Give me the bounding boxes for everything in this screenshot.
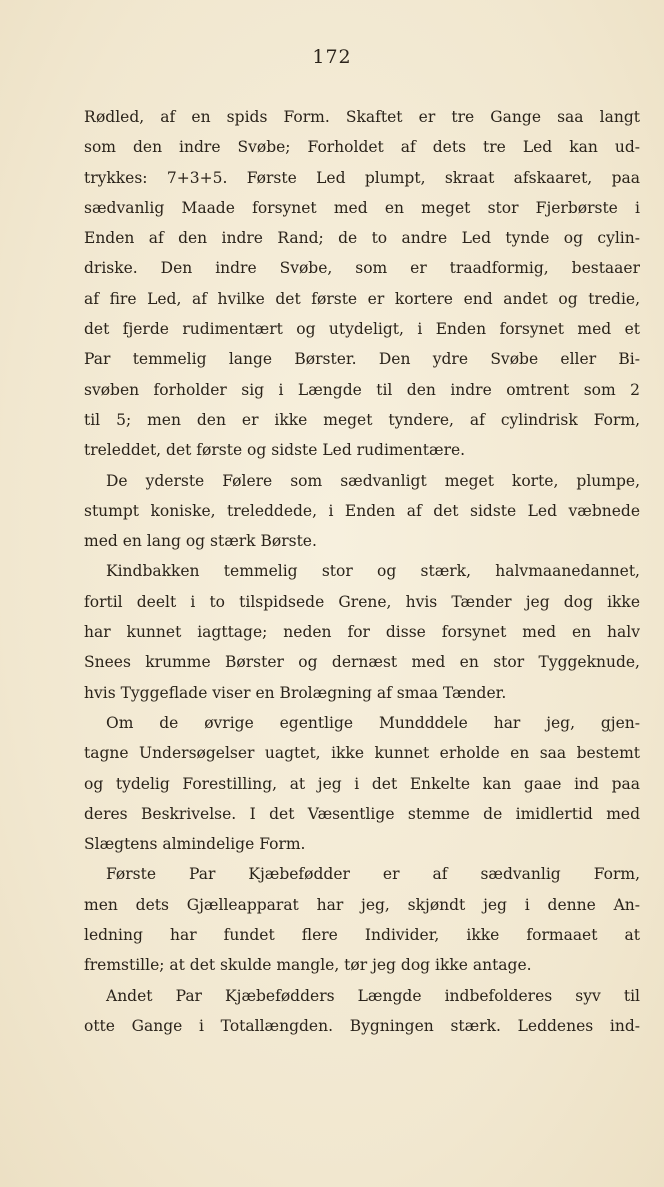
- body-text: [84, 102, 640, 1041]
- text-line: Enden af den indre Rand; de to andre Led tynde og cylin-: [84, 229, 640, 248]
- text-line: tagne Undersøgelser uagtet, ikke kunnet erholde en saa bestemt: [84, 744, 640, 763]
- text-line: Slægtens almindelige Form.: [84, 835, 306, 854]
- page-number: 172: [312, 46, 352, 68]
- text-line: sædvanlig Maade forsynet med en meget stor Fjerbørste i: [84, 198, 640, 217]
- text-line: til 5; men den er ikke meget tyndere, af cylindrisk Form,: [84, 410, 640, 429]
- text-line: stumpt koniske, treleddede, i Enden af det sidste Led væbnede: [84, 501, 640, 520]
- text-line: Kindbakken temmelig stor og stærk, halvmaanedannet,: [106, 562, 640, 581]
- text-line: ledning har fundet flere Individer, ikke formaaet at: [84, 926, 640, 945]
- text-line: treleddet, det første og sidste Led rudimentære.: [84, 441, 466, 460]
- text-line: fremstille; at det skulde mangle, tør jeg dog ikke antage.: [84, 956, 532, 975]
- text-line: svøben forholder sig i Længde til den indre omtrent som 2: [84, 380, 640, 399]
- text-line: og tydelig Forestilling, at jeg i det Enkelte kan gaae ind paa: [84, 774, 640, 793]
- text-line: fortil deelt i to tilspidsede Grene, hvis Tænder jeg dog ikke: [84, 592, 640, 611]
- text-line: driske. Den indre Svøbe, som er traadformig, bestaaer: [84, 259, 640, 278]
- text-line: Første Par Kjæbefødder er af sædvanlig Form,: [106, 865, 640, 884]
- text-line: Om de øvrige egentlige Mundddele har jeg, gjen-: [106, 713, 640, 732]
- text-line: De yderste Følere som sædvanligt meget korte, plumpe,: [106, 471, 640, 490]
- text-line: det fjerde rudimentært og utydeligt, i Enden forsynet med et: [84, 320, 640, 339]
- text-line: har kunnet iagttage; neden for disse forsynet med en halv: [84, 623, 640, 642]
- text-line: med en lang og stærk Børste.: [84, 532, 317, 551]
- text-line: otte Gange i Totallængden. Bygningen stærk. Leddenes ind-: [84, 1016, 640, 1035]
- text-line: hvis Tyggeflade viser en Brolægning af smaa Tænder.: [84, 683, 507, 702]
- text-line: trykkes: 7+3+5. Første Led plumpt, skraat afskaaret, paa: [84, 168, 640, 187]
- text-line: deres Beskrivelse. I det Væsentlige stemme de imidlertid med: [84, 804, 640, 823]
- text-line: af fire Led, af hvilke det første er kortere end andet og tredie,: [84, 289, 640, 308]
- text-line: Snees krumme Børster og dernæst med en stor Tyggeknude,: [84, 653, 640, 672]
- text-line: men dets Gjælleapparat har jeg, skjøndt jeg i denne An-: [84, 895, 640, 914]
- text-line: som den indre Svøbe; Forholdet af dets tre Led kan ud-: [84, 138, 640, 157]
- text-line: Andet Par Kjæbefødders Længde indbefolderes syv til: [106, 986, 640, 1005]
- text-line: Par temmelig lange Børster. Den ydre Svøbe eller Bi-: [84, 350, 640, 369]
- text-line: Rødled, af en spids Form. Skaftet er tre Gange saa langt: [84, 108, 640, 126]
